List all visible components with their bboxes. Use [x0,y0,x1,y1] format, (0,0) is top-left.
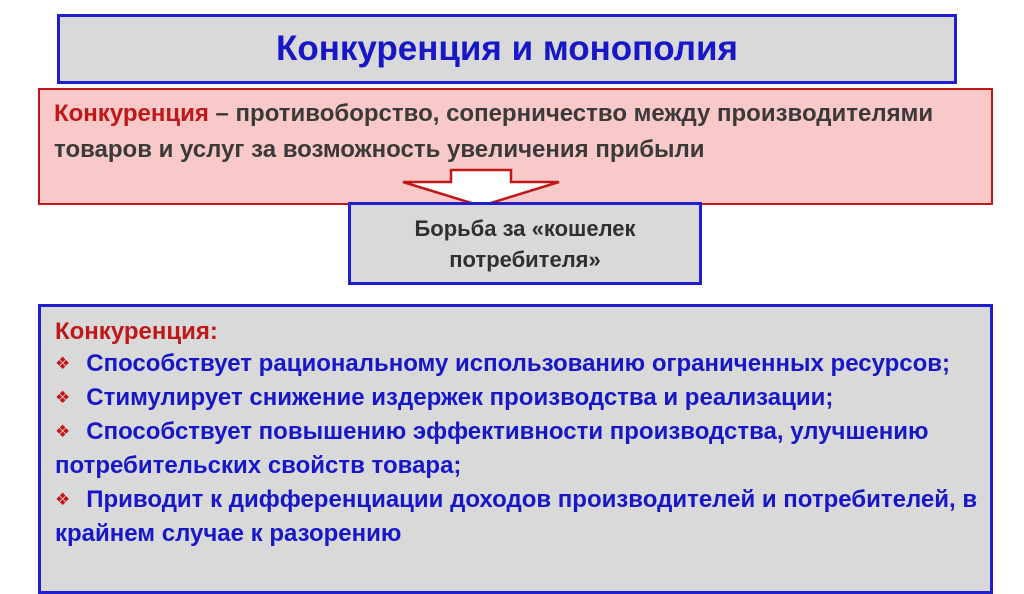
struggle-text [414,213,635,275]
list-heading: Конкуренция: [55,318,218,345]
diamond-bullet-icon: ❖ [55,388,71,407]
list-item [55,415,980,483]
list-item-text: Способствует повышению эффективности производства, улучшению потребительских свойств товара; [55,418,929,479]
effects-list [55,347,980,551]
list-item-text: Способствует рациональному использованию ограниченных ресурсов; [86,350,951,377]
competition-effects-box [38,304,993,594]
struggle-box [348,202,702,285]
struggle-line-2: потребителя» [449,246,601,272]
list-item-text: Приводит к дифференциации доходов производителей и потребителей, в крайнем случае к разорению [55,486,978,547]
list-item-text: Стимулирует снижение издержек производства и реализации; [86,384,834,411]
list-item [55,347,980,381]
diamond-bullet-icon: ❖ [55,354,71,373]
page-title: Конкуренция и монополия [276,29,738,68]
list-item [55,483,980,551]
diamond-bullet-icon: ❖ [55,490,71,509]
definition-text: – противоборство, соперничество между производителями товаров и услуг за возможность увеличения прибыли [54,100,934,163]
struggle-line-1: Борьба за «кошелек [414,215,636,241]
title-box [57,14,957,84]
diamond-bullet-icon: ❖ [55,422,71,441]
definition-paragraph [54,96,979,168]
definition-term: Конкуренция [54,100,209,127]
list-item [55,381,980,415]
